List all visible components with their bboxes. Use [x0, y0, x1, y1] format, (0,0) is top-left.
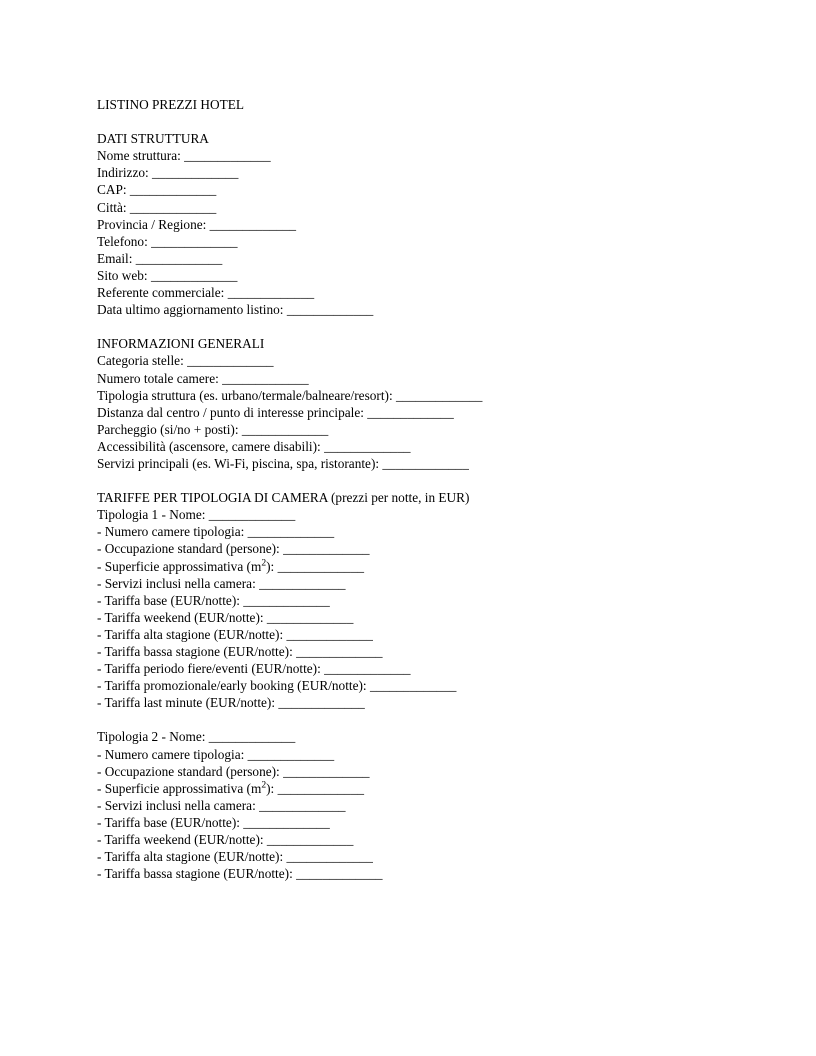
- form-field-line: [97, 352, 720, 369]
- field-label: - Superficie approssimativa $(m^2)$:: [97, 779, 278, 796]
- form-field-line: [97, 164, 720, 181]
- field-label: - Servizi inclusi nella camera:: [97, 575, 260, 591]
- form-field-line: [97, 865, 720, 882]
- form-field-line: [97, 660, 720, 677]
- field-label: Servizi principali (es. Wi-Fi, piscina, spa, ristorante):: [97, 455, 383, 471]
- document-body: [97, 96, 720, 882]
- fill-in-blank[interactable]: _____________: [286, 849, 373, 865]
- field-label: - Tariffa bassa stagione (EUR/notte):: [97, 644, 297, 659]
- field-label: Tipologia 1 - Nome:: [97, 507, 209, 523]
- form-field-line: [97, 592, 720, 609]
- form-field-line: [97, 147, 720, 164]
- section-heading: [97, 130, 720, 147]
- field-label: Numero totale camere:: [97, 370, 223, 386]
- form-field-line: [97, 370, 720, 387]
- field-label: - Superficie approssimativa $(m^2)$:: [97, 557, 278, 574]
- fill-in-blank[interactable]: _____________: [286, 626, 373, 642]
- form-field-line: [97, 763, 720, 780]
- form-field-line: [97, 523, 720, 540]
- fill-in-blank[interactable]: _____________: [369, 678, 457, 694]
- section-heading: [97, 489, 720, 506]
- fill-in-blank[interactable]: _____________: [259, 797, 346, 813]
- field-label: Tipologia struttura (es. urbano/termale/balneare/resort):: [97, 387, 396, 403]
- fill-in-blank[interactable]: _____________: [367, 404, 454, 420]
- field-label: - Tariffa weekend (EUR/notte):: [97, 609, 267, 625]
- form-field-line: [97, 814, 720, 831]
- fill-in-blank[interactable]: _____________: [283, 541, 370, 557]
- fill-in-blank[interactable]: _____________: [324, 438, 411, 454]
- heading-text: DATI STRUTTURA: [97, 131, 209, 147]
- form-field-line: [97, 780, 720, 797]
- form-field-line: [97, 694, 720, 711]
- field-label: - Tariffa periodo fiere/eventi (EUR/notte):: [97, 661, 325, 677]
- field-label: Indirizzo:: [97, 165, 153, 181]
- heading-text: LISTINO PREZZI HOTEL: [97, 97, 244, 112]
- heading-text: TARIFFE PER TIPOLOGIA DI CAMERA (prezzi per notte, in EUR): [97, 490, 470, 506]
- section-informazioni-generali: [97, 335, 720, 472]
- fill-in-blank[interactable]: _____________: [222, 370, 309, 386]
- fill-in-blank[interactable]: _____________: [395, 387, 483, 403]
- fill-in-blank[interactable]: _____________: [277, 558, 364, 574]
- fill-in-blank[interactable]: _____________: [283, 763, 370, 779]
- fill-in-blank[interactable]: _____________: [296, 866, 383, 882]
- fill-in-blank[interactable]: _____________: [209, 216, 297, 232]
- section-heading: [97, 728, 720, 745]
- heading-text: INFORMAZIONI GENERALI: [97, 336, 265, 352]
- fill-in-blank[interactable]: _____________: [243, 592, 330, 608]
- field-label: Telefono:: [97, 233, 152, 249]
- fill-in-blank[interactable]: _____________: [227, 285, 315, 301]
- field-label: Sito web:: [97, 267, 151, 283]
- field-label: - Tariffa weekend (EUR/notte):: [97, 832, 267, 848]
- fill-in-blank[interactable]: _____________: [247, 524, 335, 540]
- fill-in-blank[interactable]: _____________: [135, 250, 223, 266]
- field-label: - Tariffa base (EUR/notte):: [97, 592, 244, 608]
- form-field-line: [97, 421, 720, 438]
- field-label: - Tariffa last minute (EUR/notte):: [97, 695, 279, 711]
- form-field-line: [97, 284, 720, 301]
- form-field-line: [97, 301, 720, 318]
- form-field-line: [97, 575, 720, 592]
- form-field-line: [97, 216, 720, 233]
- fill-in-blank[interactable]: _____________: [187, 353, 274, 369]
- form-field-line: [97, 609, 720, 626]
- fill-in-blank[interactable]: _____________: [151, 233, 238, 249]
- fill-in-blank[interactable]: _____________: [266, 832, 354, 848]
- fill-in-blank[interactable]: _____________: [286, 302, 374, 318]
- form-field-line: [97, 558, 720, 575]
- superscript-two: 2: [261, 557, 267, 569]
- field-label: - Tariffa base (EUR/notte):: [97, 814, 244, 830]
- fill-in-blank[interactable]: _____________: [241, 421, 329, 437]
- form-field-line: [97, 199, 720, 216]
- field-label: Accessibilità (ascensore, camere disabili):: [97, 438, 325, 454]
- field-label: - Occupazione standard (persone):: [97, 763, 284, 779]
- field-label: Referente commerciale:: [97, 285, 228, 301]
- fill-in-blank[interactable]: _____________: [129, 199, 217, 215]
- section-heading: [97, 96, 720, 113]
- form-field-line: [97, 438, 720, 455]
- section-tariffe-tipologia-2: [97, 728, 720, 882]
- field-label: Parcheggio (si/no + posti):: [97, 421, 242, 437]
- form-field-line: [97, 455, 720, 472]
- form-field-line: [97, 506, 720, 523]
- form-field-line: [97, 181, 720, 198]
- fill-in-blank[interactable]: _____________: [208, 729, 296, 745]
- fill-in-blank[interactable]: _____________: [296, 644, 383, 659]
- form-field-line: [97, 831, 720, 848]
- fill-in-blank[interactable]: _____________: [243, 814, 330, 830]
- fill-in-blank[interactable]: _____________: [184, 148, 271, 164]
- field-label: - Numero camere tipologia:: [97, 524, 248, 540]
- form-field-line: [97, 387, 720, 404]
- field-label: - Occupazione standard (persone):: [97, 541, 284, 557]
- section-dati-struttura: [97, 130, 720, 318]
- form-field-line: [97, 267, 720, 284]
- field-label: - Servizi inclusi nella camera:: [97, 797, 260, 813]
- field-label: Provincia / Regione:: [97, 216, 210, 232]
- form-field-line: [97, 746, 720, 763]
- document-title: [97, 96, 720, 113]
- fill-in-blank[interactable]: _____________: [208, 507, 296, 523]
- field-label: Distanza dal centro / punto di interesse principale:: [97, 404, 368, 420]
- form-field-line: [97, 233, 720, 250]
- heading-text: Tipologia 2 - Nome:: [97, 729, 209, 745]
- form-field-line: [97, 540, 720, 557]
- form-field-line: [97, 250, 720, 267]
- fill-in-blank[interactable]: _____________: [259, 575, 346, 591]
- field-label: Città:: [97, 199, 130, 215]
- form-field-line: [97, 643, 720, 660]
- field-label: CAP:: [97, 182, 130, 198]
- fill-in-blank[interactable]: _____________: [324, 661, 411, 677]
- field-label: Email:: [97, 250, 136, 266]
- fill-in-blank[interactable]: _____________: [277, 780, 364, 796]
- fill-in-blank[interactable]: _____________: [150, 267, 238, 283]
- field-label: Categoria stelle:: [97, 353, 188, 369]
- field-label: - Tariffa bassa stagione (EUR/notte):: [97, 866, 297, 882]
- field-label: - Tariffa promozionale/early booking (EUR/notte):: [97, 678, 370, 694]
- fill-in-blank[interactable]: _____________: [152, 165, 239, 181]
- fill-in-blank[interactable]: _____________: [266, 609, 354, 625]
- fill-in-blank[interactable]: _____________: [129, 182, 217, 198]
- field-label: Data ultimo aggiornamento listino:: [97, 302, 287, 318]
- fill-in-blank[interactable]: _____________: [247, 746, 335, 762]
- form-field-line: [97, 797, 720, 814]
- form-field-line: [97, 404, 720, 421]
- field-label: - Tariffa alta stagione (EUR/notte):: [97, 626, 287, 642]
- section-heading: [97, 335, 720, 352]
- fill-in-blank[interactable]: _____________: [278, 695, 365, 711]
- form-field-line: [97, 626, 720, 643]
- form-field-line: [97, 677, 720, 694]
- superscript-two: 2: [261, 779, 267, 791]
- section-tariffe-tipologia-1: [97, 489, 720, 711]
- fill-in-blank[interactable]: _____________: [382, 455, 469, 471]
- form-field-line: [97, 848, 720, 865]
- field-label: - Tariffa alta stagione (EUR/notte):: [97, 849, 287, 865]
- field-label: Nome struttura:: [97, 148, 185, 164]
- field-label: - Numero camere tipologia:: [97, 746, 248, 762]
